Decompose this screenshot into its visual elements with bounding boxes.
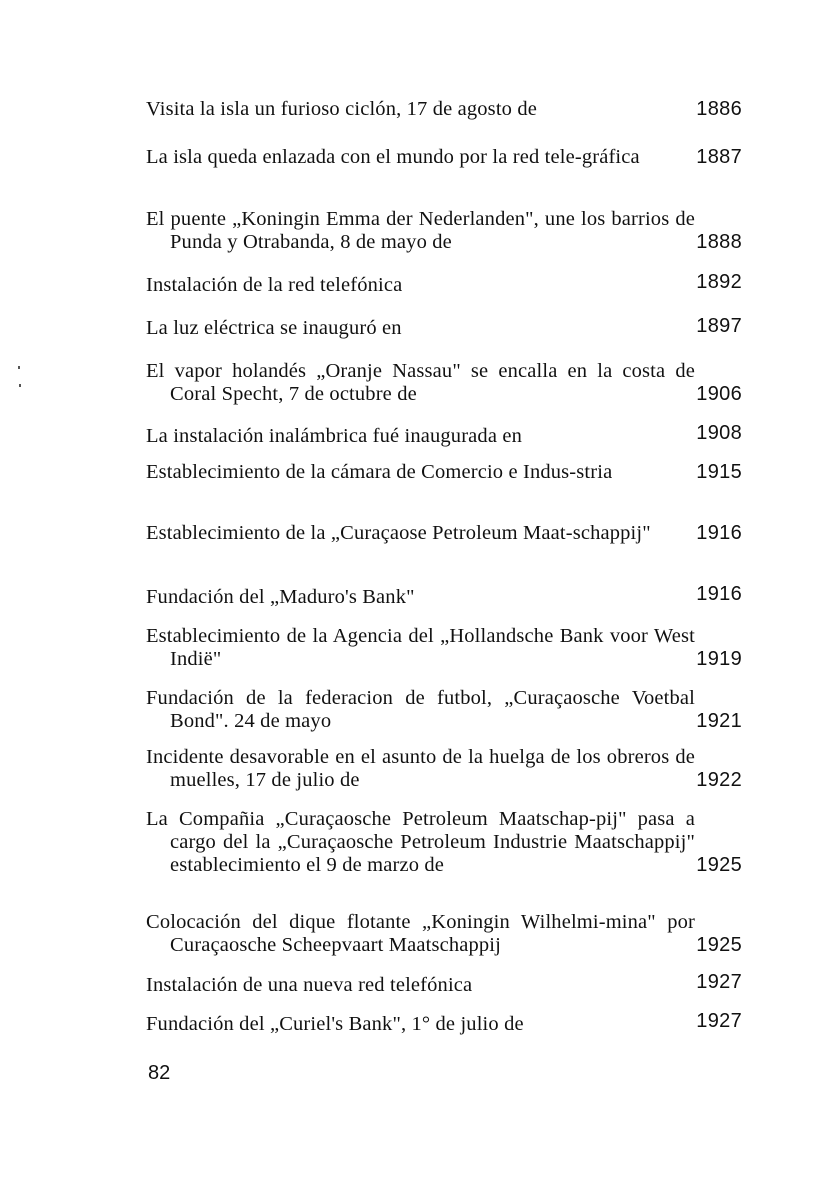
- chronology-entry: [146, 911, 742, 957]
- entry-text: La isla queda enlazada con el mundo por la red tele-gráfica: [146, 146, 640, 168]
- entry-text: La Compañia „Curaçaosche Petroleum Maatschap-pij" pasa a cargo del la „Curaçaosche Petroleum Industrie Maatschappij" establecimiento el 9 de marzo de: [146, 808, 695, 876]
- chronology-entry: [146, 422, 742, 448]
- entry-year: 1908: [696, 422, 742, 444]
- entry-year: 1922: [696, 769, 742, 791]
- entry-year: 1927: [696, 971, 742, 993]
- page-number: 82: [148, 1062, 171, 1084]
- chronology-entry: [146, 687, 742, 733]
- entry-year: 1906: [696, 383, 742, 405]
- paper-speck: [19, 384, 21, 387]
- chronology-entry: [146, 461, 742, 484]
- chronology-entry: [146, 808, 742, 877]
- chronology-entry: [146, 583, 742, 609]
- entry-text: La instalación inalámbrica fué inaugurada en: [146, 425, 523, 447]
- entry-text: Fundación del „Curiel's Bank", 1° de julio de: [146, 1013, 524, 1035]
- chronology-entry: [146, 360, 742, 406]
- chronology-entry: [146, 625, 742, 671]
- chronology-entry: [146, 971, 742, 997]
- chronology-entry: [146, 317, 742, 340]
- entry-year: 1919: [696, 648, 742, 670]
- entry-text: Fundación de la federacion de futbol, „Curaçaosche Voetbal Bond". 24 de mayo: [146, 687, 695, 732]
- entry-text: Establecimiento de la Agencia del „Hollandsche Bank voor West Indië": [146, 625, 695, 670]
- entry-year: 1916: [696, 522, 742, 544]
- chronology-entry: [146, 208, 742, 254]
- entry-year: 1892: [696, 271, 742, 293]
- entry-year: 1916: [696, 583, 742, 605]
- entry-year: 1921: [696, 710, 742, 732]
- entry-year: 1886: [696, 98, 742, 120]
- entry-year: 1888: [696, 231, 742, 253]
- entry-text: Incidente desavorable en el asunto de la huelga de los obreros de muelles, 17 de julio de: [146, 746, 695, 791]
- entry-year: 1925: [696, 934, 742, 956]
- entry-text: Instalación de la red telefónica: [146, 274, 403, 296]
- entry-text: El puente „Koningin Emma der Nederlanden", une los barrios de Punda y Otrabanda, 8 de mayo de: [146, 208, 695, 253]
- chronology-entry: [146, 98, 742, 121]
- entry-text: Establecimiento de la „Curaçaose Petroleum Maat-schappij": [146, 522, 651, 544]
- chronology-entry: [146, 271, 742, 297]
- entry-year: 1927: [696, 1010, 742, 1032]
- chronology-entry: [146, 746, 742, 792]
- entry-text: Fundación del „Maduro's Bank": [146, 586, 415, 608]
- entry-year: 1925: [696, 854, 742, 876]
- entry-text: La luz eléctrica se inauguró en: [146, 317, 402, 339]
- chronology-entry: [146, 522, 742, 545]
- entry-text: Colocación del dique flotante „Koningin Wilhelmi-mina" por Curaçaosche Scheepvaart Maatschappij: [146, 911, 695, 956]
- chronology-entry: [146, 1010, 742, 1036]
- entry-text: El vapor holandés „Oranje Nassau" se encalla en la costa de Coral Specht, 7 de octubre de: [146, 360, 695, 405]
- entry-text: Establecimiento de la cámara de Comercio e Indus-stria: [146, 461, 613, 483]
- entry-year: 1915: [696, 461, 742, 483]
- entry-text: Instalación de una nueva red telefónica: [146, 974, 473, 996]
- entry-year: 1897: [696, 315, 742, 337]
- entry-year: 1887: [696, 146, 742, 168]
- chronology-entry: [146, 146, 742, 169]
- entry-text: Visita la isla un furioso ciclón, 17 de agosto de: [146, 98, 537, 120]
- paper-speck: [18, 366, 20, 369]
